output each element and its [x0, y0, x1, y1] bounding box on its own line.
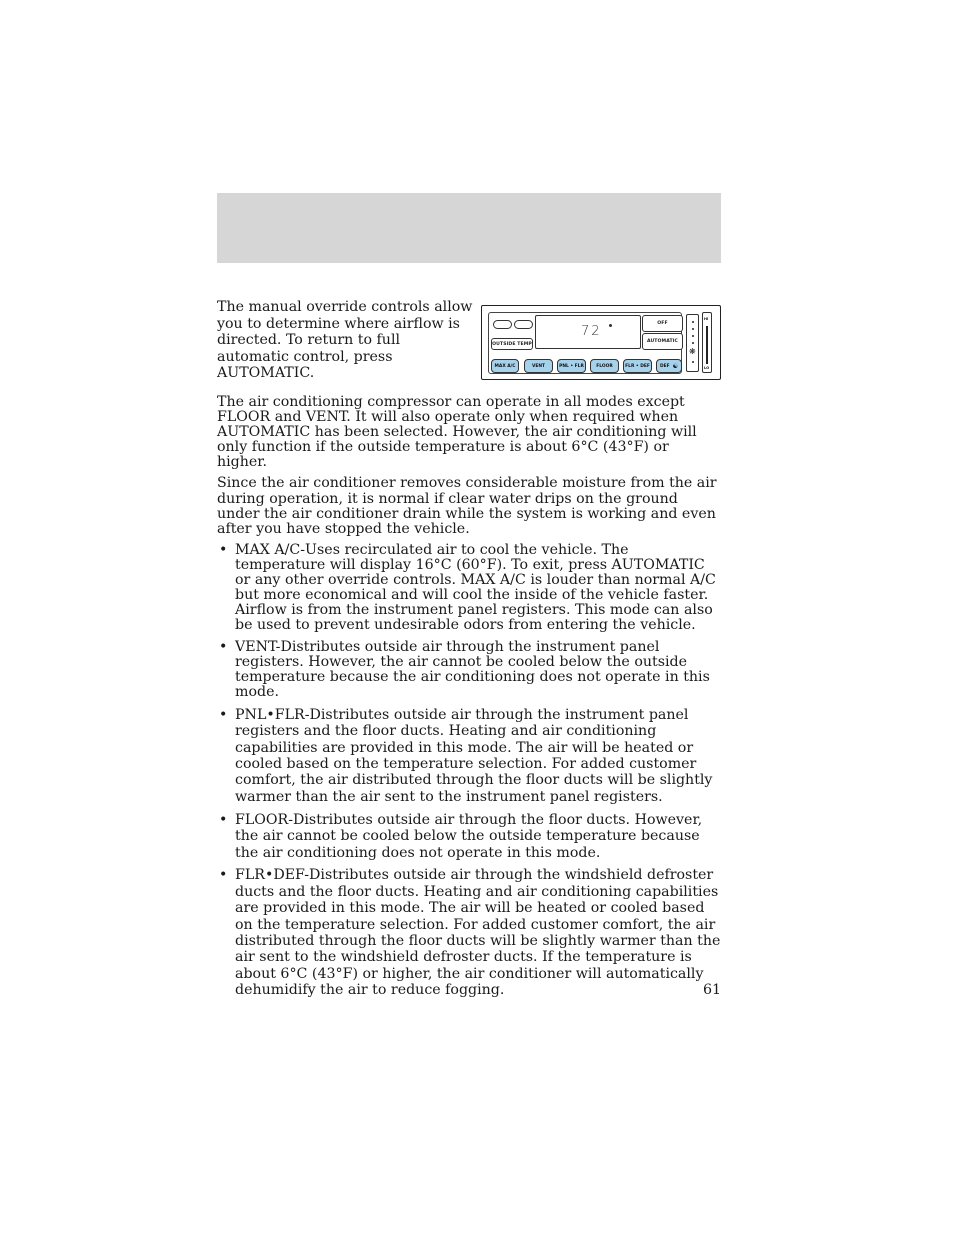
bullet-icon: •	[219, 811, 228, 828]
list-item	[217, 707, 722, 805]
mode-label: DEF	[659, 363, 670, 369]
list-item	[217, 867, 722, 998]
mode-label: FLOOR	[596, 363, 613, 369]
mode-button-def	[656, 359, 682, 373]
list-item-text: FLOOR-Distributes outside air through the floor ducts. However, the air cannot be cooled below the outside temperature because the air conditioning does not operate in this mode.	[235, 811, 703, 861]
list-item-text: VENT-Distributes outside air through the instrument panel registers. However, the air cannot be cooled below the outside temperature because the air conditioning does not operate in this mode.	[235, 638, 710, 701]
mode-label: PNL • FLR	[559, 363, 584, 369]
temperature-slider	[702, 312, 712, 373]
list-item	[217, 812, 722, 861]
mode-button-flr-def	[623, 359, 652, 373]
outside-temp-button: OUTSIDE TEMP	[491, 338, 533, 350]
list-item-text: FLR•DEF-Distributes outside air through the windshield defroster ducts and the floor ducts. Heating and air conditioning capabilities are provided in this mode. The air will be heated or cooled based on the temperature selection. For added customer comfort, the air distributed through the floor ducts will be slightly warmer than the air sent to the windshield defroster ducts. If the temperature is about 6°C (43°F) or higher, the air conditioner will automatically dehumidify the air to reduce fogging.	[235, 867, 721, 999]
mode-button-floor	[590, 359, 619, 373]
slider-lo-label: LO	[704, 366, 710, 370]
display-temp-value: 72	[581, 324, 602, 339]
section-header-band	[217, 193, 721, 263]
climate-control-panel	[481, 305, 721, 380]
bullet-icon: •	[219, 706, 228, 723]
list-item-text: MAX A/C-Uses recirculated air to cool the vehicle. The temperature will display 16°C (60°F). To exit, press AUTOMATIC or any other override controls. MAX A/C is louder than normal A/C but more economical and will cool the inside of the vehicle faster. Airflow is from the instrument panel registers. This mode can also be used to prevent undesirable odors from entering the vehicle.	[235, 541, 716, 634]
control-face	[488, 312, 682, 374]
mode-label: FLR • DEF	[625, 363, 650, 369]
list-item	[217, 640, 722, 700]
fan-level-dot	[692, 361, 694, 363]
list-item	[217, 543, 722, 634]
mode-label: VENT	[531, 363, 546, 369]
intro-paragraph: The manual override controls allow you to determine where airflow is directed. To return to full automatic control, press AUTOMATIC.	[217, 299, 473, 381]
bullet-icon: •	[219, 541, 228, 558]
mode-label: MAX A/C	[494, 363, 516, 369]
fan-icon: ❋	[689, 347, 696, 356]
fan-level-dot	[692, 328, 694, 330]
outside-temp-switch-right	[514, 320, 533, 329]
paragraph: The air conditioning compressor can operate in all modes except FLOOR and VENT. It will also operate only when required when AUTOMATIC has been selected. However, the air conditioning will only function if the outside temperature is about 6°C (43°F) or higher.	[217, 394, 697, 471]
mode-button-max-ac	[491, 359, 519, 373]
page-number: 61	[702, 982, 721, 998]
defrost-icon: ☯	[672, 362, 679, 370]
temperature-display	[535, 315, 641, 349]
fan-level-dot	[692, 335, 694, 337]
fan-level-dot	[692, 321, 694, 323]
paragraph: Since the air conditioner removes considerable moisture from the air during operation, it is normal if clear water drips on the ground under the air conditioner drain while the system is working and even after you have stopped the vehicle.	[217, 475, 717, 537]
slider-track	[706, 326, 708, 364]
mode-description-list	[217, 543, 722, 999]
outside-temp-switch-left	[493, 320, 512, 329]
bullet-icon: •	[219, 638, 228, 655]
fan-speed-indicator	[686, 314, 699, 372]
body-text	[217, 395, 722, 1005]
off-button: OFF	[642, 315, 683, 332]
bullet-icon: •	[219, 867, 228, 884]
degree-mark-icon	[609, 324, 612, 327]
automatic-button: AUTOMATIC	[642, 333, 683, 350]
slider-hi-label: HI	[704, 317, 709, 321]
mode-button-vent	[524, 359, 553, 373]
fan-level-dot	[692, 342, 694, 344]
mode-button-pnl-flr	[557, 359, 586, 373]
list-item-text: PNL•FLR-Distributes outside air through the instrument panel registers and the floor ducts. Heating and air conditioning capabilities are provided in this mode. The air will be heated or cooled based on the temperature selection. For added customer comfort, the air distributed through the floor ducts will be slightly warmer than the air sent to the instrument panel registers.	[235, 706, 713, 805]
